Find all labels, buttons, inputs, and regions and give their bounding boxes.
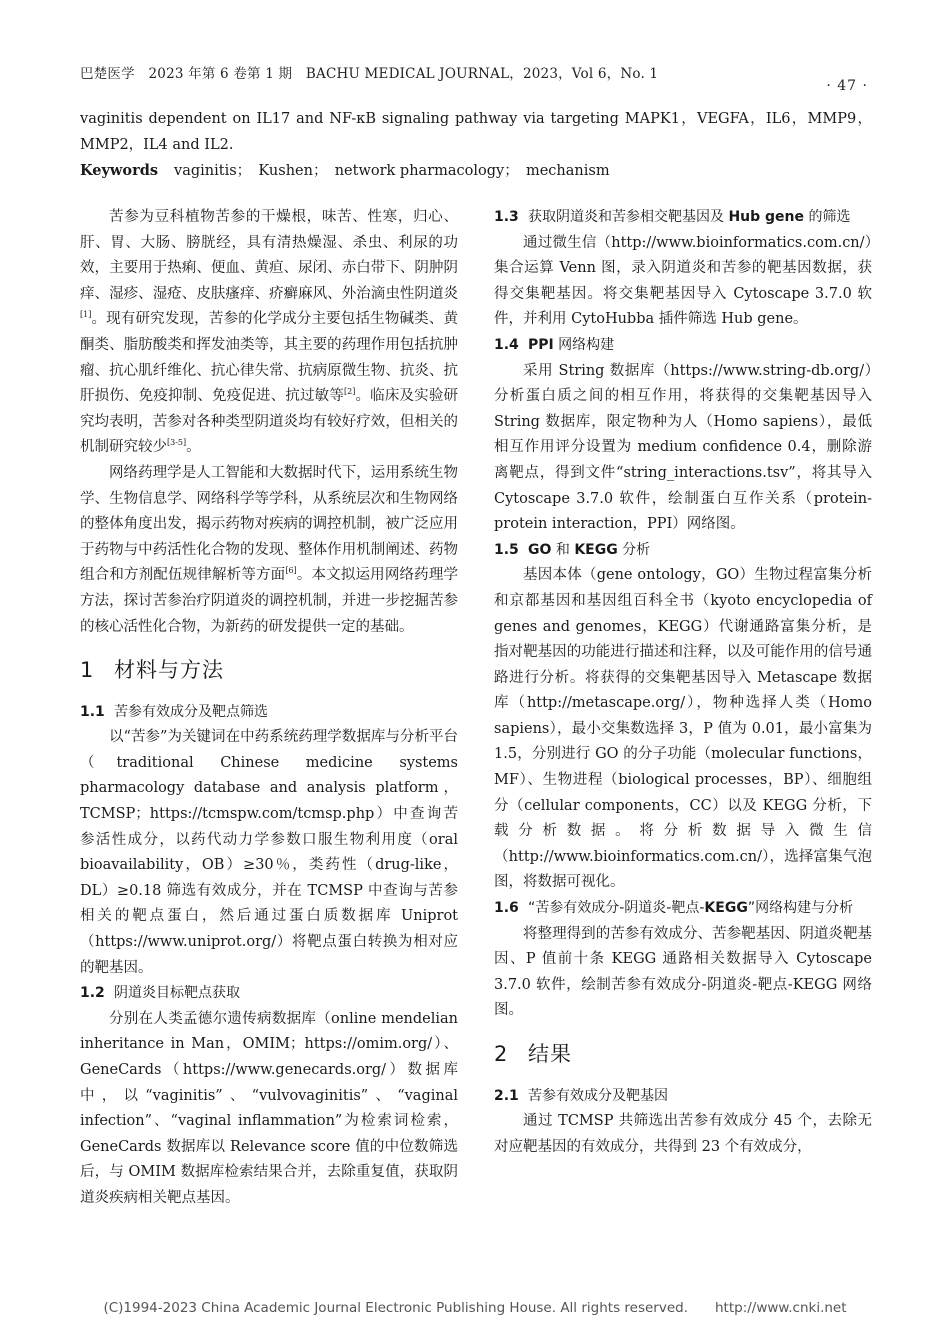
subsection-title: Hub gene xyxy=(728,209,805,225)
subsection-title: 的筛选 xyxy=(804,209,851,225)
section-title: 结果 xyxy=(528,1042,572,1066)
intro-text: 。 xyxy=(186,439,201,456)
subsection-title: 和 xyxy=(551,541,575,558)
keywords-text: vaginitis； Kushen； network pharmacology； mechanism xyxy=(174,163,610,179)
subsection-number: 1.5 xyxy=(494,541,519,558)
page-number: · 47 · xyxy=(826,78,868,94)
subsection-title: KEGG xyxy=(574,541,618,558)
intro-text: 苦参为豆科植物苦参的干燥根，味苦、性寒，归心、肝、胃、大肠、膀胱经，具有清热燥湿、杀虫、利尿的功效，主要用于热痢、便血、黄疸、尿闭、赤白带下、阴肿阴痒、湿疹、湿疮、皮肤瘙痒、疥癣麻风、外治滴虫性阴道炎 xyxy=(80,209,458,302)
subsection-heading-1-3 xyxy=(494,205,872,231)
intro-paragraph-1 xyxy=(80,205,458,461)
subsection-number: 1.3 xyxy=(494,209,519,225)
intro-text: 。现有研究发现，苦参的化学成分主要包括生物碱类、黄酮类、脂肪酸类和挥发油类等，其主要的药理作用包括抗肿瘤、抗心肌纤维化、抗心律失常、抗病原微生物、抗炎、抗肝损伤、免疫抑制、免疫促进、抗过敏等 xyxy=(80,311,458,405)
section-heading-2 xyxy=(494,1042,872,1068)
section-number: 1 xyxy=(80,658,95,683)
subsection-heading-1-1 xyxy=(80,700,458,726)
subsection-title: ”网络构建与分析 xyxy=(747,900,854,917)
subsection-number: 1.6 xyxy=(494,900,519,917)
subsection-heading-1-6 xyxy=(494,896,872,922)
subsection-2-1-text: 通过 TCMSP 共筛选出苦参有效成分 45 个，去除无对应靶基因的有效成分，共得到 23 个有效成分， xyxy=(494,1113,872,1155)
subsection-heading-1-2 xyxy=(80,981,458,1007)
right-column xyxy=(494,205,872,1160)
subsection-heading-1-4 xyxy=(494,333,872,359)
subsection-1-2-text: 分别在人类孟德尔遗传病数据库（online mendelian inheritance in Man，OMIM；https://omim.org/）、GeneCards（https://www.genecards.org/）数据库中，以“vaginitis”、“vulvovaginitis”、“vaginal infection”、“vaginal inflammation”为检索词检索，GeneCards 数据库以 Relevance score 值的中位数筛选后，与 OMIM 数据库检索结果合并，去除重复值，获取阴道炎疾病相关靶点基因。 xyxy=(80,1010,458,1206)
subsection-title: 分析 xyxy=(617,541,651,558)
subsection-title: GO xyxy=(528,541,552,558)
section-number: 2 xyxy=(494,1042,509,1066)
subsection-title: 苦参有效成分及靶基因 xyxy=(528,1087,668,1104)
subsection-number: 1.4 xyxy=(494,336,519,353)
running-head: 巴楚医学 2023 年第 6 卷第 1 期 BACHU MEDICAL JOURNAL，2023，Vol 6，No. 1 xyxy=(80,66,659,82)
subsection-heading-2-1 xyxy=(494,1084,872,1110)
intro-text: 。本文拟运用网络药理学方法，探讨苦参治疗阴道炎的调控机制，并进一步挖掘苦参的核心活性化合物，为新药的研发提供一定的基础。 xyxy=(80,567,458,635)
copyright-footer: (C)1994-2023 China Academic Journal Electronic Publishing House. All rights reserved. http://www.cnki.net xyxy=(103,1300,847,1316)
subsection-number: 2.1 xyxy=(494,1087,519,1104)
intro-paragraph-2 xyxy=(80,461,458,640)
subsection-number: 1.2 xyxy=(80,985,105,1002)
citation: [3-5] xyxy=(167,438,187,448)
subsection-number: 1.1 xyxy=(80,703,105,720)
section-title: 材料与方法 xyxy=(114,658,224,683)
subsection-title: PPI xyxy=(528,336,554,353)
citation: [1] xyxy=(80,310,92,320)
subsection-title: “苦参有效成分-阴道炎-靶点- xyxy=(528,900,705,917)
subsection-title: 获取阴道炎和苦参相交靶基因及 xyxy=(528,209,729,225)
left-column xyxy=(80,205,458,1212)
subsection-title: 苦参有效成分及靶点筛选 xyxy=(114,703,268,720)
citation: [6] xyxy=(285,566,297,576)
subsection-1-4-text: 采用 String 数据库（https://www.string-db.org/）分析蛋白质之间的相互作用，将获得的交集靶基因导入 String 数据库，限定物种为人（Homo sapiens），最低相互作用评分设置为 medium confidence 0.4，删除游离靶点，得到文件“string_interactions.tsv”，将其导入 Cytoscape 3.7.0 软件，绘制蛋白互作关系（protein-protein interaction，PPI）网络图。 xyxy=(494,362,872,533)
subsection-1-5-text: 基因本体（gene ontology，GO）生物过程富集分析和京都基因和基因组百科全书（kyoto encyclopedia of genes and genomes，KEGG）代谢通路富集分析，是指对靶基因的功能进行描述和注释，以及可能作用的信号通路进行分析。将获得的交集靶基因导入 Metascape 数据库（http://metascape.org/），物种选择人类（Homo sapiens），最小交集数选择 3，P 值为 0.01，最小富集为 1.5，分别进行 GO 的分子功能（molecular functions，MF）、生物进程（biological processes，BP）、细胞组分（cellular components，CC）以及 KEGG 分析，下载分析数据。将分析数据导入微生信（http://www.bioinformatics.com.cn/），选择富集气泡图，将数据可视化。 xyxy=(494,567,872,891)
subsection-1-3-text: 通过微生信（http://www.bioinformatics.com.cn/）集合运算 Venn 图，录入阴道炎和苦参的靶基因数据，获得交集靶基因。将交集靶基因导入 Cytoscape 3.7.0 软件，并利用 CytoHubba 插件筛选 Hub gene。 xyxy=(494,234,872,328)
intro-text: 。临床及实验研究均表明，苦参对各种类型阴道炎均有较好疗效，但相关的机制研究较少 xyxy=(80,388,459,456)
subsection-1-1-text: 以“苦参”为关键词在中药系统药理学数据库与分析平台（traditional Chinese medicine systems pharmacology database and analysis platform，TCMSP；https://tcmspw.com/tcmsp.php）中查询苦参活性成分，以药代动力学参数口服生物利用度（oral bioavailability，OB）≥30％，类药性（drug-like，DL）≥0.18 筛选有效成分，并在 TCMSP 中查询与苦参相关的靶点蛋白，然后通过蛋白质数据库 Uniprot（https://www.uniprot.org/）将靶点蛋白转换为相对应的靶基因。 xyxy=(80,729,458,976)
subsection-title: 网络构建 xyxy=(553,336,615,353)
citation: [2] xyxy=(344,387,356,397)
subsection-1-6-text: 将整理得到的苦参有效成分、苦参靶基因、阴道炎靶基因、P 值前十条 KEGG 通路相关数据导入 Cytoscape 3.7.0 软件，绘制苦参有效成分-阴道炎-靶点-KEGG 网络图。 xyxy=(494,925,872,1019)
subsection-heading-1-5 xyxy=(494,538,872,564)
subsection-title: 阴道炎目标靶点获取 xyxy=(114,985,240,1002)
keywords-line xyxy=(80,159,872,183)
keywords-label: Keywords xyxy=(80,162,159,179)
section-heading-1 xyxy=(80,658,458,684)
subsection-title: KEGG xyxy=(704,900,748,917)
abstract-continuation: vaginitis dependent on IL17 and NF-κB signaling pathway via targeting MAPK1，VEGFA，IL6，MMP9，MMP2，IL4 and IL2. xyxy=(80,111,872,153)
intro-text: 网络药理学是人工智能和大数据时代下，运用系统生物学、生物信息学、网络科学等学科，从系统层次和生物网络的整体角度出发，揭示药物对疾病的调控机制，被广泛应用于药物与中药活性化合物的发现、整体作用机制阐述、药物组合和方剂配伍规律解析等方面 xyxy=(80,464,458,584)
